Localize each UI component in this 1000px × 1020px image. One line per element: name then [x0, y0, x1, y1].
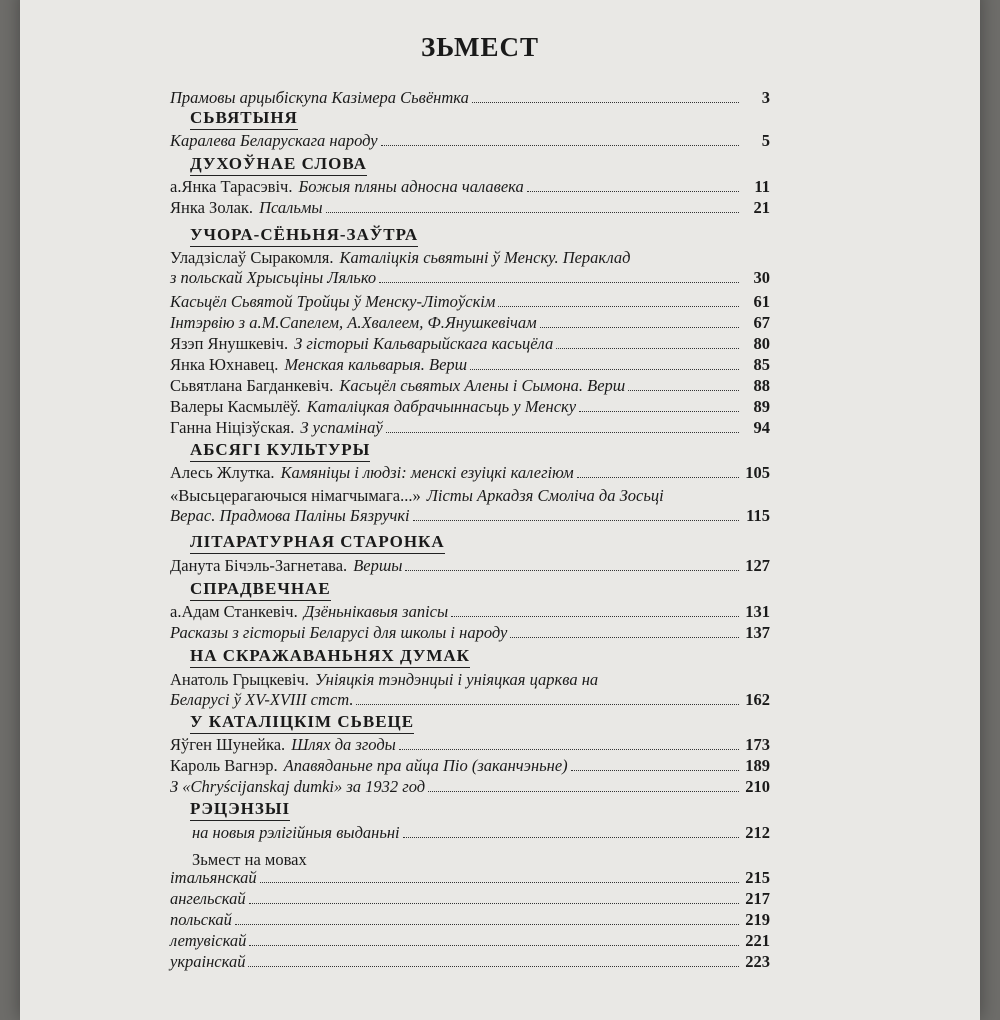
toc-entry: а.Янка Тарасэвіч. Божыя пляны адносна чалавека 11 [170, 177, 770, 196]
toc-entry: Язэп Янушкевіч. З гісторыі Кальварыйскага касьцёла 80 [170, 334, 770, 353]
page-number: 127 [745, 556, 770, 575]
toc-entry: Данута Бічэль-Загнетава. Вершы 127 [170, 556, 770, 575]
page-number: 85 [753, 355, 770, 374]
page-number: 21 [753, 198, 770, 217]
toc-entry: а.Адам Станкевіч. Дзёньнікавыя запісы 131 [170, 602, 770, 621]
page-number: 173 [745, 735, 770, 754]
toc-entry: З «Chryścijanskaj dumki» за 1932 год 210 [170, 777, 770, 796]
toc-entry: Касьцёл Сьвятой Тройцы ў Менску-Літоўскім 61 [170, 292, 770, 311]
page-number: 3 [761, 88, 770, 107]
section-heading: ЛІТАРАТУРНАЯ СТАРОНКА [190, 532, 445, 554]
page-number: 89 [753, 397, 770, 416]
section-heading: СЬВЯТЫНЯ [190, 108, 298, 130]
page-number: 162 [745, 690, 770, 709]
toc-entry: Анатоль Грыцкевіч. Уніяцкія тэндэнцыі і уніяцкая царква на Беларусі ў XV-XVIII стст. 162 [170, 670, 770, 709]
toc-entry: на новыя рэлігійныя выданьні 212 [192, 823, 770, 842]
page-number: 210 [745, 777, 770, 796]
toc-entry: Валеры Касмылёў. Каталіцкая дабрачыннасьць у Менску 89 [170, 397, 770, 416]
page-number: 80 [753, 334, 770, 353]
section-heading: У КАТАЛІЦКІМ СЬВЕЦЕ [190, 712, 414, 734]
section-heading: НА СКРАЖАВАНЬНЯХ ДУМАК [190, 646, 470, 668]
page-number: 219 [745, 910, 770, 929]
page-number: 212 [745, 823, 770, 842]
section-heading: УЧОРА-СЁНЬНЯ-ЗАЎТРА [190, 225, 418, 247]
page-number: 215 [745, 868, 770, 887]
page-number: 30 [753, 268, 770, 287]
toc-entry: Кароль Вагнэр. Апавяданьне пра айца Піо (заканчэньне) 189 [170, 756, 770, 775]
book-page [20, 0, 980, 1020]
section-heading: РЭЦЭНЗЫІ [190, 799, 290, 821]
page-number: 61 [753, 292, 770, 311]
toc-entry: Прамовы арцыбіскупа Казімера Сьвёнтка 3 [170, 88, 770, 107]
languages-heading: Зьмест на мовах [192, 850, 307, 869]
toc-entry: Яўген Шунейка. Шлях да згоды 173 [170, 735, 770, 754]
toc-entry: летувіскай 221 [170, 931, 770, 950]
toc-entry: Ганна Ніцізўская. З успамінаў 94 [170, 418, 770, 437]
page-number: 189 [745, 756, 770, 775]
toc-entry: Каралева Беларускага народу 5 [170, 131, 770, 150]
page-number: 223 [745, 952, 770, 971]
page-number: 11 [754, 177, 770, 196]
toc-entry: Янка Юхнавец. Менская кальварыя. Верш 85 [170, 355, 770, 374]
toc-entry: Сьвятлана Багданкевіч. Касьцёл сьвятых Алены і Сымона. Верш 88 [170, 376, 770, 395]
toc-entry: украінскай 223 [170, 952, 770, 971]
page-number: 221 [745, 931, 770, 950]
toc-entry: Алесь Жлутка. Камяніцы і людзі: менскі езуіцкі калегіюм 105 [170, 463, 770, 482]
section-heading: СПРАДВЕЧНАЕ [190, 579, 331, 601]
page-number: 137 [745, 623, 770, 642]
page-number: 5 [761, 131, 770, 150]
toc-entry: ангельскай 217 [170, 889, 770, 908]
section-heading: ДУХОЎНАЕ СЛОВА [190, 154, 367, 176]
page-number: 217 [745, 889, 770, 908]
toc-entry: Янка Золак. Псальмы 21 [170, 198, 770, 217]
toc-entry: Уладзіслаў Сыракомля. Каталіцкія сьвятыні ў Менску. Пераклад з польскай Хрысьціны Лялько 30 [170, 248, 770, 287]
section-heading: АБСЯГІ КУЛЬТУРЫ [190, 440, 370, 462]
page-number: 105 [745, 463, 770, 482]
toc-entry: Расказы з гісторыі Беларусі для школы і народу 137 [170, 623, 770, 642]
toc-entry: італьянскай 215 [170, 868, 770, 887]
toc-entry: польскай 219 [170, 910, 770, 929]
toc-entry: Інтэрвію з а.М.Сапелем, А.Хвалеем, Ф.Янушкевічам 67 [170, 313, 770, 332]
page-number: 131 [745, 602, 770, 621]
page-number: 88 [753, 376, 770, 395]
page-number: 115 [746, 506, 770, 525]
page-title: ЗЬМЕСТ [420, 32, 540, 62]
page-number: 67 [753, 313, 770, 332]
toc-entry: «Высьцерагаючыся німагчымага...» Лісты Аркадзя Смоліча да Зосьці Верас. Прадмова Паліны Бязручкі 115 [170, 486, 770, 525]
page-number: 94 [753, 418, 770, 437]
